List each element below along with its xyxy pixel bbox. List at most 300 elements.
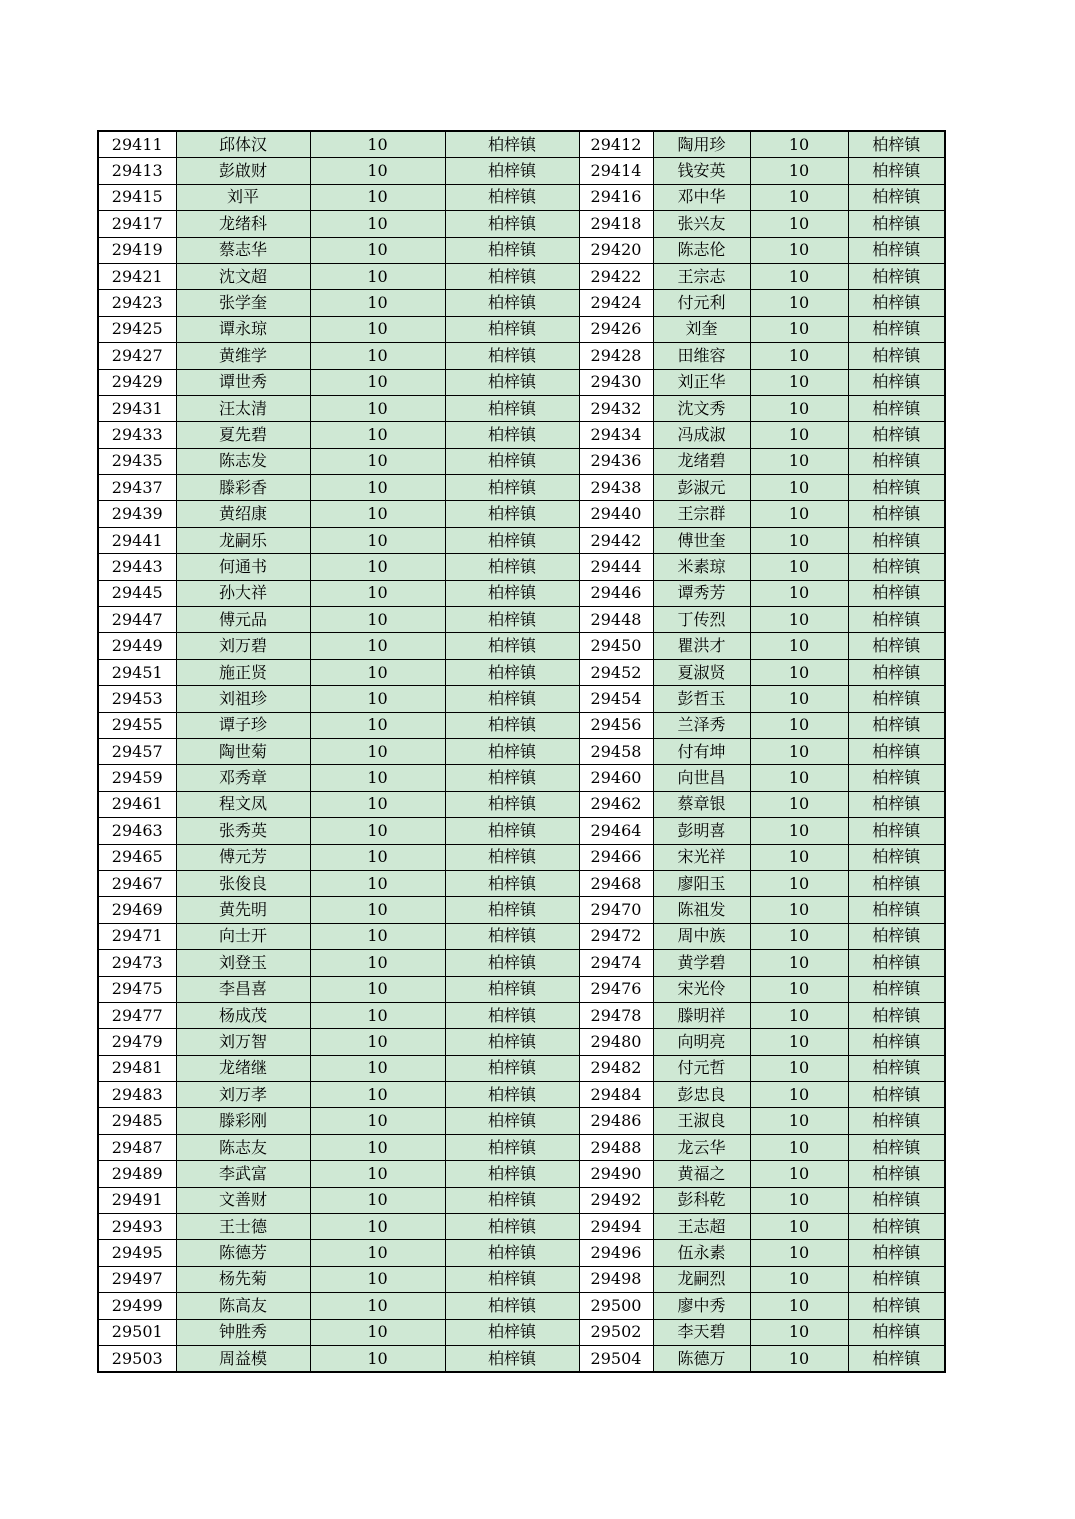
cell-count: 10 xyxy=(310,1293,445,1319)
cell-town: 柏梓镇 xyxy=(848,1082,945,1108)
cell-count: 10 xyxy=(750,1319,848,1345)
cell-id: 29443 xyxy=(98,554,176,580)
cell-name: 刘登玉 xyxy=(176,950,310,976)
table-row xyxy=(98,448,945,474)
cell-name: 谭子珍 xyxy=(176,712,310,738)
cell-id: 29487 xyxy=(98,1134,176,1160)
cell-town: 柏梓镇 xyxy=(445,475,579,501)
cell-count: 10 xyxy=(750,633,848,659)
cell-count: 10 xyxy=(750,184,848,210)
cell-id: 29463 xyxy=(98,818,176,844)
cell-count: 10 xyxy=(310,844,445,870)
cell-id: 29475 xyxy=(98,976,176,1002)
records-table-body xyxy=(98,131,945,1372)
cell-town: 柏梓镇 xyxy=(848,1214,945,1240)
cell-name: 蔡章银 xyxy=(653,791,750,817)
table-row xyxy=(98,1082,945,1108)
cell-town: 柏梓镇 xyxy=(445,923,579,949)
cell-id: 29478 xyxy=(579,1002,653,1028)
cell-town: 柏梓镇 xyxy=(848,211,945,237)
cell-count: 10 xyxy=(310,870,445,896)
cell-town: 柏梓镇 xyxy=(848,923,945,949)
cell-count: 10 xyxy=(310,1240,445,1266)
cell-name: 李昌喜 xyxy=(176,976,310,1002)
cell-id: 29485 xyxy=(98,1108,176,1134)
cell-name: 龙绪科 xyxy=(176,211,310,237)
cell-id: 29438 xyxy=(579,475,653,501)
cell-count: 10 xyxy=(310,1082,445,1108)
cell-id: 29429 xyxy=(98,369,176,395)
cell-name: 向明亮 xyxy=(653,1029,750,1055)
table-row xyxy=(98,765,945,791)
cell-town: 柏梓镇 xyxy=(445,343,579,369)
cell-name: 兰泽秀 xyxy=(653,712,750,738)
cell-name: 傅元品 xyxy=(176,607,310,633)
cell-town: 柏梓镇 xyxy=(445,580,579,606)
cell-name: 陈志友 xyxy=(176,1134,310,1160)
cell-name: 滕明祥 xyxy=(653,1002,750,1028)
cell-town: 柏梓镇 xyxy=(848,369,945,395)
cell-town: 柏梓镇 xyxy=(445,316,579,342)
cell-name: 米素琼 xyxy=(653,554,750,580)
cell-name: 黄维学 xyxy=(176,343,310,369)
cell-name: 谭秀芳 xyxy=(653,580,750,606)
cell-count: 10 xyxy=(310,818,445,844)
cell-count: 10 xyxy=(310,1319,445,1345)
cell-count: 10 xyxy=(750,659,848,685)
cell-name: 龙绪继 xyxy=(176,1055,310,1081)
cell-id: 29467 xyxy=(98,870,176,896)
cell-id: 29474 xyxy=(579,950,653,976)
table-row xyxy=(98,580,945,606)
cell-id: 29465 xyxy=(98,844,176,870)
cell-count: 10 xyxy=(750,448,848,474)
cell-town: 柏梓镇 xyxy=(848,184,945,210)
cell-count: 10 xyxy=(310,1187,445,1213)
cell-town: 柏梓镇 xyxy=(445,1214,579,1240)
cell-count: 10 xyxy=(310,1134,445,1160)
cell-id: 29482 xyxy=(579,1055,653,1081)
cell-count: 10 xyxy=(310,395,445,421)
table-row xyxy=(98,1345,945,1372)
cell-id: 29417 xyxy=(98,211,176,237)
cell-count: 10 xyxy=(750,158,848,184)
cell-id: 29421 xyxy=(98,263,176,289)
cell-name: 黄学碧 xyxy=(653,950,750,976)
cell-id: 29449 xyxy=(98,633,176,659)
cell-count: 10 xyxy=(750,1108,848,1134)
cell-town: 柏梓镇 xyxy=(848,1134,945,1160)
cell-id: 29439 xyxy=(98,501,176,527)
cell-name: 龙云华 xyxy=(653,1134,750,1160)
cell-id: 29427 xyxy=(98,343,176,369)
table-row xyxy=(98,1187,945,1213)
cell-count: 10 xyxy=(750,897,848,923)
table-row xyxy=(98,395,945,421)
cell-name: 陈祖发 xyxy=(653,897,750,923)
table-row xyxy=(98,422,945,448)
cell-town: 柏梓镇 xyxy=(848,950,945,976)
cell-count: 10 xyxy=(310,686,445,712)
cell-name: 伍永素 xyxy=(653,1240,750,1266)
cell-name: 汪太清 xyxy=(176,395,310,421)
cell-id: 29416 xyxy=(579,184,653,210)
cell-count: 10 xyxy=(750,765,848,791)
table-row xyxy=(98,633,945,659)
cell-name: 龙绪碧 xyxy=(653,448,750,474)
cell-name: 钟胜秀 xyxy=(176,1319,310,1345)
cell-id: 29501 xyxy=(98,1319,176,1345)
cell-id: 29488 xyxy=(579,1134,653,1160)
cell-id: 29480 xyxy=(579,1029,653,1055)
table-row xyxy=(98,1029,945,1055)
cell-town: 柏梓镇 xyxy=(848,422,945,448)
cell-count: 10 xyxy=(310,633,445,659)
table-row xyxy=(98,791,945,817)
cell-town: 柏梓镇 xyxy=(445,1161,579,1187)
cell-name: 陈德万 xyxy=(653,1345,750,1372)
cell-name: 龙嗣烈 xyxy=(653,1266,750,1292)
table-row xyxy=(98,1214,945,1240)
cell-id: 29457 xyxy=(98,738,176,764)
cell-town: 柏梓镇 xyxy=(848,818,945,844)
cell-name: 刘万智 xyxy=(176,1029,310,1055)
table-row xyxy=(98,343,945,369)
cell-count: 10 xyxy=(310,290,445,316)
cell-id: 29420 xyxy=(579,237,653,263)
cell-count: 10 xyxy=(310,1161,445,1187)
cell-id: 29504 xyxy=(579,1345,653,1372)
cell-town: 柏梓镇 xyxy=(848,237,945,263)
table-row xyxy=(98,1134,945,1160)
cell-id: 29503 xyxy=(98,1345,176,1372)
cell-name: 刘正华 xyxy=(653,369,750,395)
cell-count: 10 xyxy=(310,1002,445,1028)
cell-count: 10 xyxy=(310,976,445,1002)
cell-name: 刘祖珍 xyxy=(176,686,310,712)
cell-id: 29495 xyxy=(98,1240,176,1266)
cell-name: 沈文超 xyxy=(176,263,310,289)
cell-id: 29434 xyxy=(579,422,653,448)
cell-name: 滕彩刚 xyxy=(176,1108,310,1134)
cell-count: 10 xyxy=(750,712,848,738)
cell-name: 邓秀章 xyxy=(176,765,310,791)
cell-town: 柏梓镇 xyxy=(445,659,579,685)
cell-town: 柏梓镇 xyxy=(445,448,579,474)
cell-id: 29490 xyxy=(579,1161,653,1187)
cell-name: 彭淑元 xyxy=(653,475,750,501)
table-row xyxy=(98,1055,945,1081)
table-row xyxy=(98,686,945,712)
cell-count: 10 xyxy=(750,870,848,896)
cell-town: 柏梓镇 xyxy=(445,765,579,791)
table-row xyxy=(98,738,945,764)
cell-id: 29483 xyxy=(98,1082,176,1108)
cell-name: 陈高友 xyxy=(176,1293,310,1319)
cell-name: 沈文秀 xyxy=(653,395,750,421)
cell-count: 10 xyxy=(310,158,445,184)
table-row xyxy=(98,290,945,316)
cell-id: 29476 xyxy=(579,976,653,1002)
cell-count: 10 xyxy=(310,237,445,263)
cell-count: 10 xyxy=(750,343,848,369)
cell-name: 程文凤 xyxy=(176,791,310,817)
cell-count: 10 xyxy=(310,712,445,738)
cell-town: 柏梓镇 xyxy=(848,897,945,923)
cell-count: 10 xyxy=(310,1108,445,1134)
cell-name: 傅世奎 xyxy=(653,527,750,553)
cell-town: 柏梓镇 xyxy=(848,1293,945,1319)
cell-id: 29502 xyxy=(579,1319,653,1345)
cell-name: 冯成淑 xyxy=(653,422,750,448)
cell-id: 29412 xyxy=(579,131,653,158)
cell-id: 29486 xyxy=(579,1108,653,1134)
cell-name: 王士德 xyxy=(176,1214,310,1240)
cell-town: 柏梓镇 xyxy=(848,343,945,369)
cell-town: 柏梓镇 xyxy=(848,870,945,896)
cell-name: 张兴友 xyxy=(653,211,750,237)
cell-town: 柏梓镇 xyxy=(848,290,945,316)
cell-id: 29413 xyxy=(98,158,176,184)
cell-town: 柏梓镇 xyxy=(848,131,945,158)
cell-name: 刘万孝 xyxy=(176,1082,310,1108)
table-row xyxy=(98,211,945,237)
cell-id: 29442 xyxy=(579,527,653,553)
cell-id: 29414 xyxy=(579,158,653,184)
cell-name: 刘奎 xyxy=(653,316,750,342)
cell-id: 29461 xyxy=(98,791,176,817)
cell-id: 29415 xyxy=(98,184,176,210)
cell-name: 廖阳玉 xyxy=(653,870,750,896)
cell-id: 29468 xyxy=(579,870,653,896)
cell-name: 田维容 xyxy=(653,343,750,369)
cell-name: 李武富 xyxy=(176,1161,310,1187)
cell-town: 柏梓镇 xyxy=(848,580,945,606)
cell-town: 柏梓镇 xyxy=(848,607,945,633)
cell-id: 29471 xyxy=(98,923,176,949)
cell-id: 29499 xyxy=(98,1293,176,1319)
cell-id: 29454 xyxy=(579,686,653,712)
cell-name: 付有坤 xyxy=(653,738,750,764)
cell-name: 彭哲玉 xyxy=(653,686,750,712)
cell-count: 10 xyxy=(750,791,848,817)
table-row xyxy=(98,475,945,501)
cell-id: 29500 xyxy=(579,1293,653,1319)
cell-count: 10 xyxy=(750,607,848,633)
cell-town: 柏梓镇 xyxy=(848,1002,945,1028)
cell-id: 29426 xyxy=(579,316,653,342)
cell-name: 王宗志 xyxy=(653,263,750,289)
cell-town: 柏梓镇 xyxy=(445,870,579,896)
cell-town: 柏梓镇 xyxy=(848,1266,945,1292)
cell-name: 龙嗣乐 xyxy=(176,527,310,553)
table-row xyxy=(98,818,945,844)
cell-name: 张俊良 xyxy=(176,870,310,896)
cell-id: 29419 xyxy=(98,237,176,263)
cell-id: 29489 xyxy=(98,1161,176,1187)
cell-name: 陈志伦 xyxy=(653,237,750,263)
cell-count: 10 xyxy=(310,316,445,342)
cell-count: 10 xyxy=(750,580,848,606)
cell-town: 柏梓镇 xyxy=(445,237,579,263)
cell-count: 10 xyxy=(310,554,445,580)
cell-name: 宋光祥 xyxy=(653,844,750,870)
cell-name: 陈德芳 xyxy=(176,1240,310,1266)
cell-town: 柏梓镇 xyxy=(848,844,945,870)
cell-name: 谭永琼 xyxy=(176,316,310,342)
cell-town: 柏梓镇 xyxy=(848,765,945,791)
cell-id: 29479 xyxy=(98,1029,176,1055)
table-row xyxy=(98,1108,945,1134)
table-row xyxy=(98,897,945,923)
cell-town: 柏梓镇 xyxy=(445,527,579,553)
cell-count: 10 xyxy=(750,976,848,1002)
cell-town: 柏梓镇 xyxy=(445,369,579,395)
cell-count: 10 xyxy=(310,607,445,633)
cell-town: 柏梓镇 xyxy=(445,950,579,976)
table-row xyxy=(98,158,945,184)
cell-count: 10 xyxy=(310,659,445,685)
cell-name: 蔡志华 xyxy=(176,237,310,263)
cell-name: 黄绍康 xyxy=(176,501,310,527)
cell-town: 柏梓镇 xyxy=(848,686,945,712)
cell-town: 柏梓镇 xyxy=(848,501,945,527)
table-row xyxy=(98,950,945,976)
cell-town: 柏梓镇 xyxy=(445,1082,579,1108)
cell-name: 彭忠良 xyxy=(653,1082,750,1108)
cell-count: 10 xyxy=(310,448,445,474)
cell-town: 柏梓镇 xyxy=(445,1055,579,1081)
cell-id: 29448 xyxy=(579,607,653,633)
cell-id: 29470 xyxy=(579,897,653,923)
cell-town: 柏梓镇 xyxy=(445,897,579,923)
table-row xyxy=(98,237,945,263)
cell-count: 10 xyxy=(750,395,848,421)
cell-name: 孙大祥 xyxy=(176,580,310,606)
cell-name: 瞿洪才 xyxy=(653,633,750,659)
cell-count: 10 xyxy=(750,316,848,342)
cell-id: 29431 xyxy=(98,395,176,421)
cell-town: 柏梓镇 xyxy=(445,791,579,817)
records-table xyxy=(97,130,946,1373)
cell-town: 柏梓镇 xyxy=(848,712,945,738)
cell-town: 柏梓镇 xyxy=(848,263,945,289)
cell-count: 10 xyxy=(750,844,848,870)
cell-name: 刘平 xyxy=(176,184,310,210)
table-row xyxy=(98,369,945,395)
cell-town: 柏梓镇 xyxy=(445,738,579,764)
cell-count: 10 xyxy=(310,791,445,817)
cell-town: 柏梓镇 xyxy=(848,1240,945,1266)
cell-id: 29456 xyxy=(579,712,653,738)
cell-town: 柏梓镇 xyxy=(445,1293,579,1319)
cell-name: 谭世秀 xyxy=(176,369,310,395)
cell-town: 柏梓镇 xyxy=(848,395,945,421)
cell-town: 柏梓镇 xyxy=(848,738,945,764)
cell-town: 柏梓镇 xyxy=(848,316,945,342)
table-row xyxy=(98,131,945,158)
cell-name: 周益模 xyxy=(176,1345,310,1372)
table-row xyxy=(98,1002,945,1028)
cell-id: 29453 xyxy=(98,686,176,712)
cell-id: 29445 xyxy=(98,580,176,606)
cell-count: 10 xyxy=(310,369,445,395)
cell-count: 10 xyxy=(750,738,848,764)
cell-id: 29494 xyxy=(579,1214,653,1240)
cell-name: 李天碧 xyxy=(653,1319,750,1345)
cell-count: 10 xyxy=(750,818,848,844)
cell-id: 29469 xyxy=(98,897,176,923)
cell-town: 柏梓镇 xyxy=(445,1029,579,1055)
cell-id: 29440 xyxy=(579,501,653,527)
cell-count: 10 xyxy=(750,290,848,316)
cell-id: 29462 xyxy=(579,791,653,817)
cell-count: 10 xyxy=(750,263,848,289)
cell-town: 柏梓镇 xyxy=(445,1345,579,1372)
cell-town: 柏梓镇 xyxy=(848,791,945,817)
cell-id: 29433 xyxy=(98,422,176,448)
cell-town: 柏梓镇 xyxy=(445,712,579,738)
cell-count: 10 xyxy=(750,1055,848,1081)
cell-count: 10 xyxy=(310,738,445,764)
cell-id: 29466 xyxy=(579,844,653,870)
cell-town: 柏梓镇 xyxy=(445,1108,579,1134)
cell-count: 10 xyxy=(750,1240,848,1266)
cell-id: 29447 xyxy=(98,607,176,633)
cell-id: 29497 xyxy=(98,1266,176,1292)
cell-town: 柏梓镇 xyxy=(848,1319,945,1345)
cell-count: 10 xyxy=(310,1055,445,1081)
cell-count: 10 xyxy=(310,263,445,289)
cell-town: 柏梓镇 xyxy=(445,501,579,527)
cell-id: 29411 xyxy=(98,131,176,158)
cell-name: 张学奎 xyxy=(176,290,310,316)
cell-count: 10 xyxy=(750,131,848,158)
cell-name: 何通书 xyxy=(176,554,310,580)
cell-count: 10 xyxy=(310,1214,445,1240)
cell-id: 29458 xyxy=(579,738,653,764)
cell-town: 柏梓镇 xyxy=(848,1029,945,1055)
cell-count: 10 xyxy=(310,527,445,553)
cell-name: 刘万碧 xyxy=(176,633,310,659)
cell-town: 柏梓镇 xyxy=(445,1187,579,1213)
cell-id: 29455 xyxy=(98,712,176,738)
table-row xyxy=(98,976,945,1002)
cell-id: 29446 xyxy=(579,580,653,606)
cell-id: 29460 xyxy=(579,765,653,791)
cell-town: 柏梓镇 xyxy=(445,184,579,210)
cell-name: 滕彩香 xyxy=(176,475,310,501)
cell-name: 夏淑贤 xyxy=(653,659,750,685)
cell-count: 10 xyxy=(750,422,848,448)
cell-name: 杨先菊 xyxy=(176,1266,310,1292)
cell-town: 柏梓镇 xyxy=(445,686,579,712)
cell-count: 10 xyxy=(750,237,848,263)
cell-count: 10 xyxy=(310,501,445,527)
table-row xyxy=(98,607,945,633)
cell-name: 付元利 xyxy=(653,290,750,316)
cell-count: 10 xyxy=(750,1214,848,1240)
cell-town: 柏梓镇 xyxy=(445,290,579,316)
cell-count: 10 xyxy=(750,1134,848,1160)
cell-name: 文善财 xyxy=(176,1187,310,1213)
cell-id: 29492 xyxy=(579,1187,653,1213)
cell-count: 10 xyxy=(310,131,445,158)
cell-count: 10 xyxy=(750,1161,848,1187)
cell-count: 10 xyxy=(750,1293,848,1319)
cell-town: 柏梓镇 xyxy=(445,554,579,580)
cell-id: 29422 xyxy=(579,263,653,289)
